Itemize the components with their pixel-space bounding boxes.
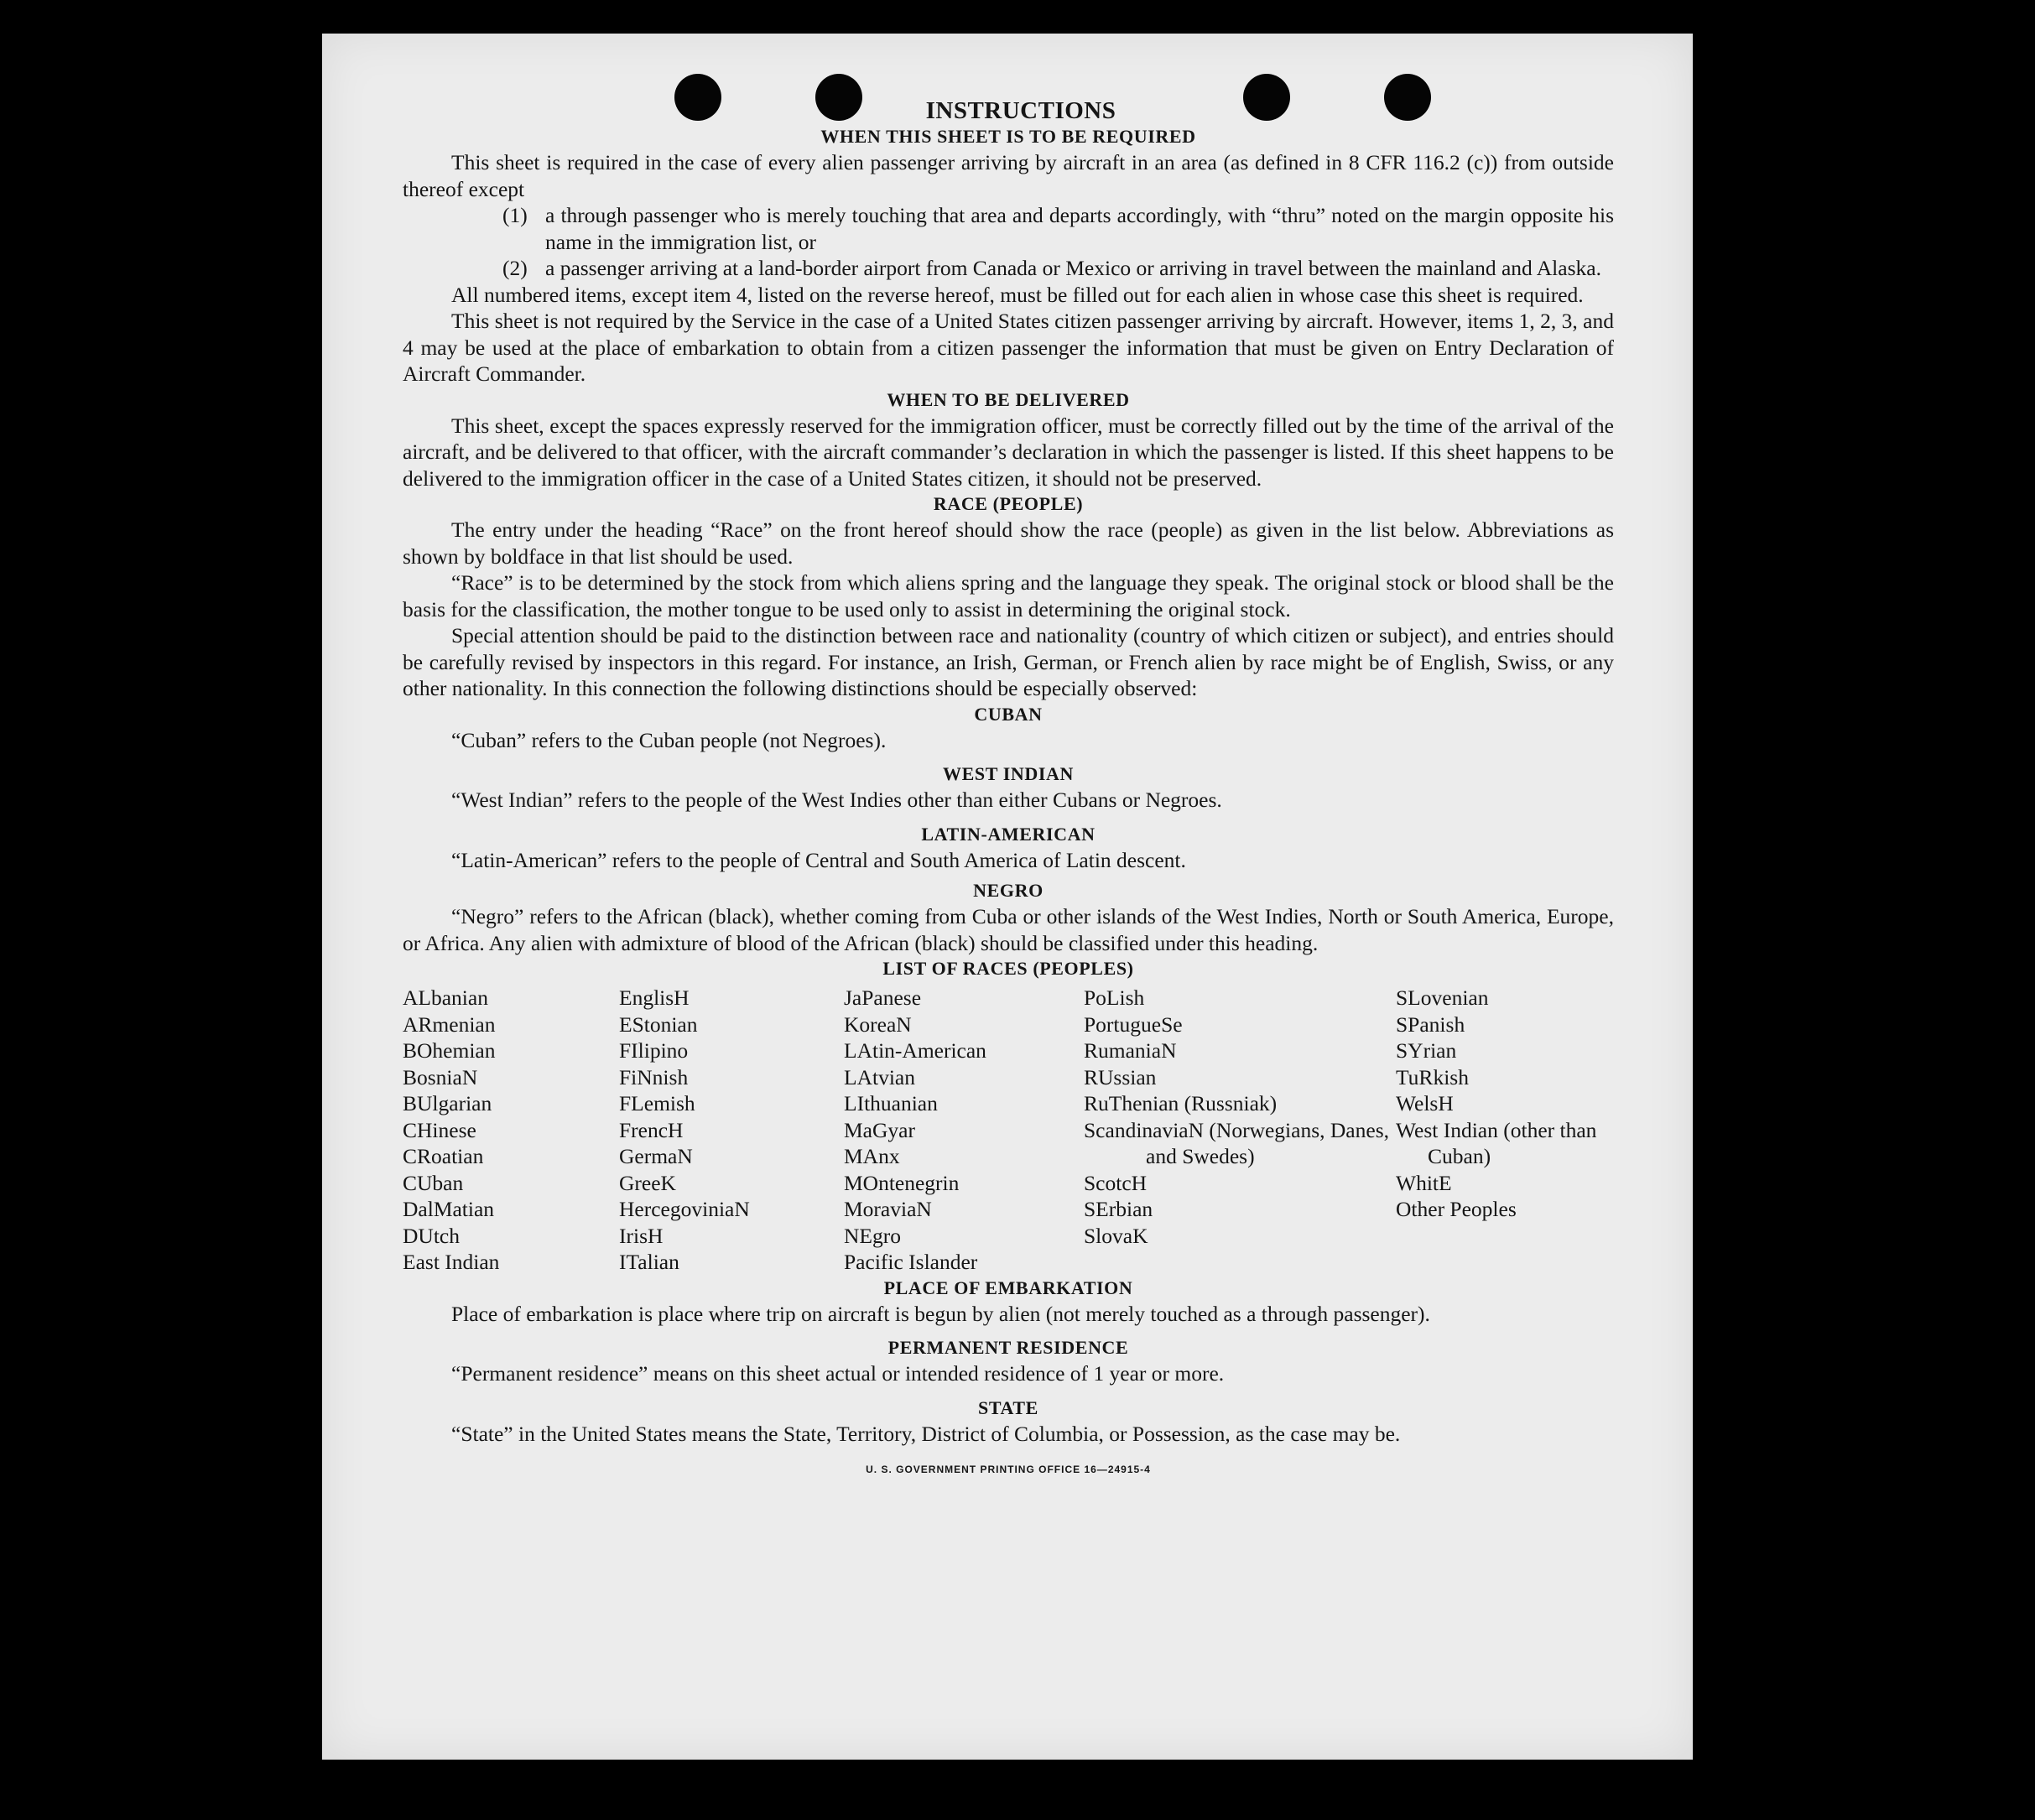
race-entry: JaPanese xyxy=(844,985,922,1010)
race-entry: ScotcH xyxy=(1084,1170,1148,1195)
heading-cuban: CUBAN xyxy=(974,703,1043,725)
race-entry: FLemish xyxy=(619,1091,695,1115)
race-entry: East Indian xyxy=(403,1250,500,1274)
paragraph-embarkation: Place of embarkation is place where trip on aircraft is begun by alien (not merely touched as a through passenger). xyxy=(451,1301,1430,1326)
race-entry: ALbanian xyxy=(403,985,488,1010)
race-entry: FrencH xyxy=(619,1117,684,1142)
race-entry: ScandinaviaN (Norwegians, Danes, and Swedes) xyxy=(1084,1117,1389,1168)
race-entry: RUssian xyxy=(1084,1064,1157,1089)
list-item xyxy=(403,255,1614,282)
race-entry: ITalian xyxy=(619,1250,679,1274)
paragraph-latin-american: “Latin-American” refers to the people of Central and South America of Latin descent. xyxy=(451,847,1186,872)
race-entry: LIthuanian xyxy=(844,1091,938,1115)
race-entry: NEgro xyxy=(844,1223,901,1248)
race-entry: KoreaN xyxy=(844,1011,912,1037)
race-entry: DalMatian xyxy=(403,1197,495,1221)
race-entry: IrisH xyxy=(619,1223,664,1248)
race-entry: EnglisH xyxy=(619,985,690,1010)
races-column xyxy=(1084,985,1396,1276)
race-entry: SErbian xyxy=(1084,1197,1153,1221)
paragraph-residence: “Permanent residence” means on this sheet actual or intended residence of 1 year or more. xyxy=(451,1361,1225,1386)
race-entry: GreeK xyxy=(619,1170,676,1195)
race-entry: BosniaN xyxy=(403,1064,478,1089)
race-entry: CHinese xyxy=(403,1117,476,1142)
heading-when-delivered: WHEN TO BE DELIVERED xyxy=(887,388,1130,410)
race-entry: PoLish xyxy=(1084,985,1145,1010)
race-entry: West Indian (other than Cuban) xyxy=(1396,1117,1597,1168)
race-entry: HercegoviniaN xyxy=(619,1197,750,1221)
race-entry: FiNnish xyxy=(619,1064,689,1089)
race-entry: EStonian xyxy=(619,1011,698,1037)
race-entry: RumaniaN xyxy=(1084,1038,1177,1063)
race-entry: MAnx xyxy=(844,1144,900,1168)
race-entry: MaGyar xyxy=(844,1117,915,1142)
race-entry: SPanish xyxy=(1396,1011,1465,1037)
heading-west-indian: WEST INDIAN xyxy=(943,763,1074,784)
list-item xyxy=(403,202,1614,255)
paragraph-citizen: This sheet is not required by the Service in the case of a United States citizen passenger arriving by aircraft. However, items 1, 2, 3, and 4 may be used at the place of embarkation to obtain from a citizen passenger the information that must be given on Entry Declaration of Aircraft Commander. xyxy=(403,309,1614,386)
paragraph-numbered-items: All numbered items, except item 4, listed on the reverse hereof, must be filled out for each alien in whose case this sheet is required. xyxy=(451,282,1584,307)
race-entry: GermaN xyxy=(619,1144,693,1168)
race-entry: Pacific Islander xyxy=(844,1250,978,1274)
item-number: (2) xyxy=(502,256,528,280)
item-text: a through passenger who is merely touching that area and departs accordingly, with “thru” noted on the margin opposite his name in the immigration list, or xyxy=(545,203,1614,254)
heading-when-required: WHEN THIS SHEET IS TO BE REQUIRED xyxy=(820,126,1196,147)
heading-embarkation: PLACE OF EMBARKATION xyxy=(883,1277,1133,1298)
race-entry: FIlipino xyxy=(619,1038,689,1063)
paragraph-delivery: This sheet, except the spaces expressly reserved for the immigration officer, must be correctly filled out by the time of the arrival of the aircraft, and be delivered to that officer, with the aircraft commander’s declaration in which the passenger is listed. If this sheet happens to be delivered to the immigration officer in the case of a United States citizen, it should not be preserved. xyxy=(403,413,1614,491)
paragraph-west-indian: “West Indian” refers to the people of the West Indies other than either Cubans or Negroes. xyxy=(451,788,1222,812)
race-entry: ARmenian xyxy=(403,1011,496,1037)
heading-latin-american: LATIN-AMERICAN xyxy=(921,823,1096,845)
printing-office-footer: U. S. GOVERNMENT PRINTING OFFICE 16—24915-4 xyxy=(866,1464,1151,1475)
race-entry: Other Peoples xyxy=(1396,1197,1517,1221)
races-table xyxy=(403,985,1614,1276)
race-entry: BOhemian xyxy=(403,1038,496,1063)
race-entry: SYrian xyxy=(1396,1038,1457,1063)
race-entry: SLovenian xyxy=(1396,985,1489,1010)
heading-state: STATE xyxy=(978,1396,1038,1418)
item-text: a passenger arriving at a land-border airport from Canada or Mexico or arriving in travel between the mainland and Alaska. xyxy=(545,256,1601,280)
heading-residence: PERMANENT RESIDENCE xyxy=(887,1337,1129,1358)
race-entry: WhitE xyxy=(1396,1170,1452,1195)
page-title: INSTRUCTIONS xyxy=(925,97,1116,124)
race-entry: MOntenegrin xyxy=(844,1170,960,1195)
race-entry: DUtch xyxy=(403,1223,460,1248)
race-entry: RuThenian (Russniak) xyxy=(1084,1091,1278,1115)
race-entry: MoraviaN xyxy=(844,1197,932,1221)
races-column xyxy=(619,985,844,1276)
paragraph-cuban: “Cuban” refers to the Cuban people (not Negroes). xyxy=(451,727,887,752)
race-entry: BUlgarian xyxy=(403,1091,492,1115)
paragraph-negro: “Negro” refers to the African (black), whether coming from Cuba or other islands of the West Indies, North or South America, Europe, or Africa. Any alien with admixture of blood of the African (black) should be classified under this heading. xyxy=(403,904,1614,955)
paragraph-required-intro: This sheet is required in the case of every alien passenger arriving by aircraft in an area (as defined in 8 CFR 116.2 (c)) from outside thereof except xyxy=(403,150,1614,201)
paragraph-state: “State” in the United States means the State, Territory, District of Columbia, or Possession, as the case may be. xyxy=(451,1421,1401,1446)
races-column xyxy=(1396,985,1614,1276)
race-entry: CRoatian xyxy=(403,1144,484,1168)
heading-list-of-races: LIST OF RACES (PEOPLES) xyxy=(882,958,1134,979)
paragraph-race-nationality: Special attention should be paid to the distinction between race and nationality (country of which citizen or subject), and entries should be carefully revised by inspectors in this regard. For instance, an Irish, German, or French alien by race might be of English, Swiss, or any other nationality. In this connection the following distinctions should be especially observed: xyxy=(403,623,1614,700)
heading-negro: NEGRO xyxy=(973,880,1044,901)
race-entry: TuRkish xyxy=(1396,1064,1469,1089)
races-column xyxy=(403,985,619,1276)
document-body xyxy=(403,97,1614,1484)
race-entry: PortugueSe xyxy=(1084,1011,1183,1037)
races-column xyxy=(844,985,1084,1276)
race-entry: LAtin-American xyxy=(844,1038,986,1063)
item-number: (1) xyxy=(502,203,528,227)
paragraph-race-entry: The entry under the heading “Race” on the front hereof should show the race (people) as given in the list below. Abbreviations as shown by boldface in that list should be used. xyxy=(403,517,1614,569)
paragraph-race-definition: “Race” is to be determined by the stock from which aliens spring and the language they speak. The original stock or blood shall be the basis for the classification, the mother tongue to be used only to assist in determining the original stock. xyxy=(403,570,1614,621)
heading-race: RACE (PEOPLE) xyxy=(933,493,1084,514)
race-entry: SlovaK xyxy=(1084,1223,1148,1248)
race-entry: CUban xyxy=(403,1170,464,1195)
document-page xyxy=(322,34,1693,1760)
race-entry: LAtvian xyxy=(844,1064,915,1089)
race-entry: WelsH xyxy=(1396,1091,1454,1115)
